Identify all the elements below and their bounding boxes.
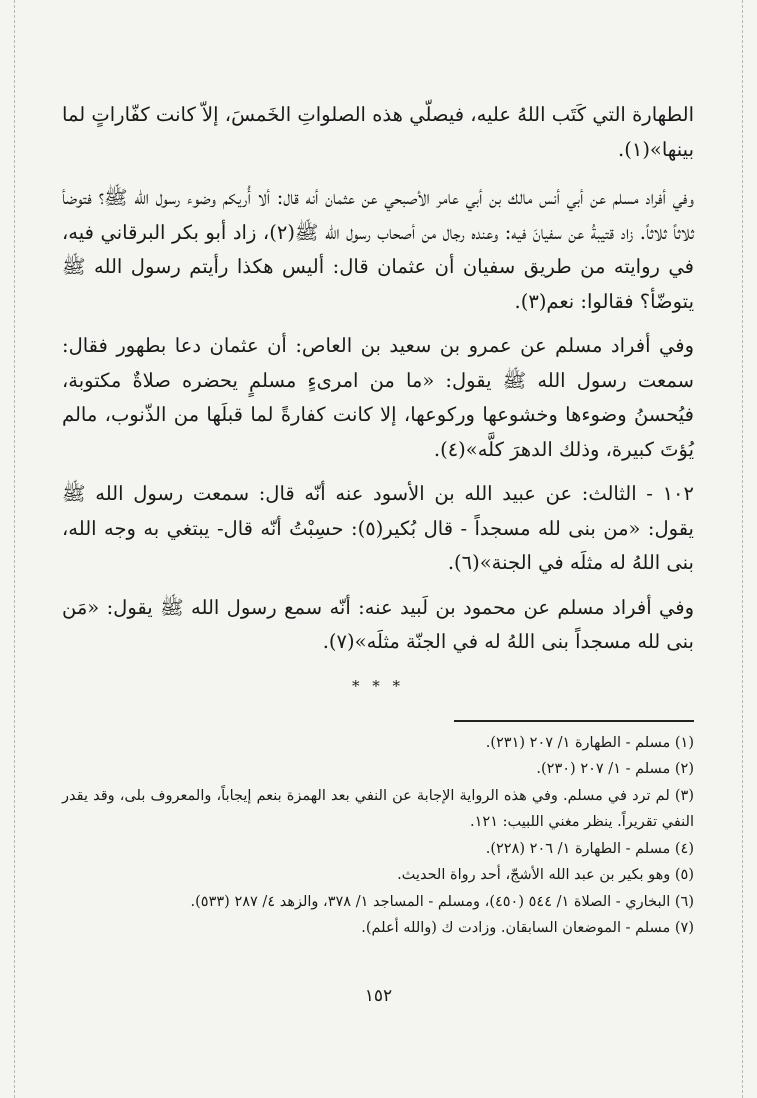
footnote-1: (١) مسلم - الطهارة ١/ ٢٠٧ (٢٣١). (485, 734, 694, 751)
footnote-6: (٦) البخاري - الصلاة ١/ ٥٤٤ (٤٥٠)، ومسلم - المساجد ١/ ٣٧٨، والزهد ٤/ ٢٨٧ (٥٣٣). (190, 893, 694, 910)
footnote-rule (454, 720, 694, 722)
page-number: ١٥٢ (364, 986, 393, 1006)
book-page (62, 98, 694, 942)
paragraph-hadith-102: ١٠٢ - الثالث: عن عبيد الله بن الأسود عنه أنّه قال: سمعت رسول الله ﷺ يقول: «من بنى لله مسجداً - قال بُكير(٥): حسِبْتُ أنّه قال- يبتغي به وجه الله، بنى اللهُ له مثلَه في الجنة»(٦). (62, 482, 694, 574)
scan-edge-left (14, 0, 16, 1098)
footnote-7: (٧) مسلم - الموضعان السابقان. وزادت ك (والله أعلم). (361, 920, 694, 936)
paragraph-5: وفي أفراد مسلم عن محمود بن لَبيد عنه: أنّه سمع رسول الله ﷺ يقول: «مَن بنى لله مسجداً بنى اللهُ له في الجنّة مثلَه»(٧). (62, 595, 694, 653)
scan-edge-right (742, 0, 744, 1098)
footnote-5: (٥) وهو بكير بن عبد الله الأشجّ، أحد رواة الحديث. (397, 867, 694, 883)
footnote-4: (٤) مسلم - الطهارة ١/ ٢٠٦ (٢٢٨). (485, 840, 694, 857)
footnote-2: (٢) مسلم - ١/ ٢٠٧ (٢٣٠). (536, 761, 694, 777)
paragraph-1: الطهارة التي كَتَب اللهُ عليه، فيصلّي هذه الصلواتِ الخَمسَ، إلاّ كانت كفّاراتٍ لما بينها»(١). (62, 103, 694, 161)
paragraph-2: وفي أفراد مسلم عن أبي أنس مالك بن أبي عامر الأصبحي عن عثمان أنه قال: ألا أُريكم وضوء رسول الله ﷺ؟ فتوضأ ثلاثاً ثلاثاً. زاد قتيبةُ عن سفيانَ فيه: وعنده رجال من أصحاب رسول الله ﷺ(٢)، زاد أبو بكر البرقاني فيه، في روايته من طريق سفيان أن عثمان قال: أليس هكذا رأيتم رسول الله ﷺ يتوضّأ؟ فقالوا: نعم(٣). (62, 186, 694, 313)
footnote-3: (٣) لم ترد في مسلم. وفي هذه الرواية الإجابة عن النفي بعد الهمزة بنعم إيجاباً، والمعروف بلى، وقد يقدر النفي تقريراً. ينظر مغني اللبيب: ١٢١. (62, 787, 694, 830)
paragraph-3: وفي أفراد مسلم عن عمرو بن سعيد بن العاص: أن عثمان دعا بطهور فقال: سمعت رسول الله ﷺ يقول: «ما من امرىءٍ مسلمٍ يحضره صلاةٌ مكتوبة، فيُحسنُ وضوءها وخشوعها وركوعها، إلا كانت كفارةً لما قبلَها من الذّنوب، مالم يُؤتَ كبيرة، وذلك الدهرَ كلَّه»(٤). (62, 334, 694, 461)
section-separator: * * * (351, 676, 405, 695)
